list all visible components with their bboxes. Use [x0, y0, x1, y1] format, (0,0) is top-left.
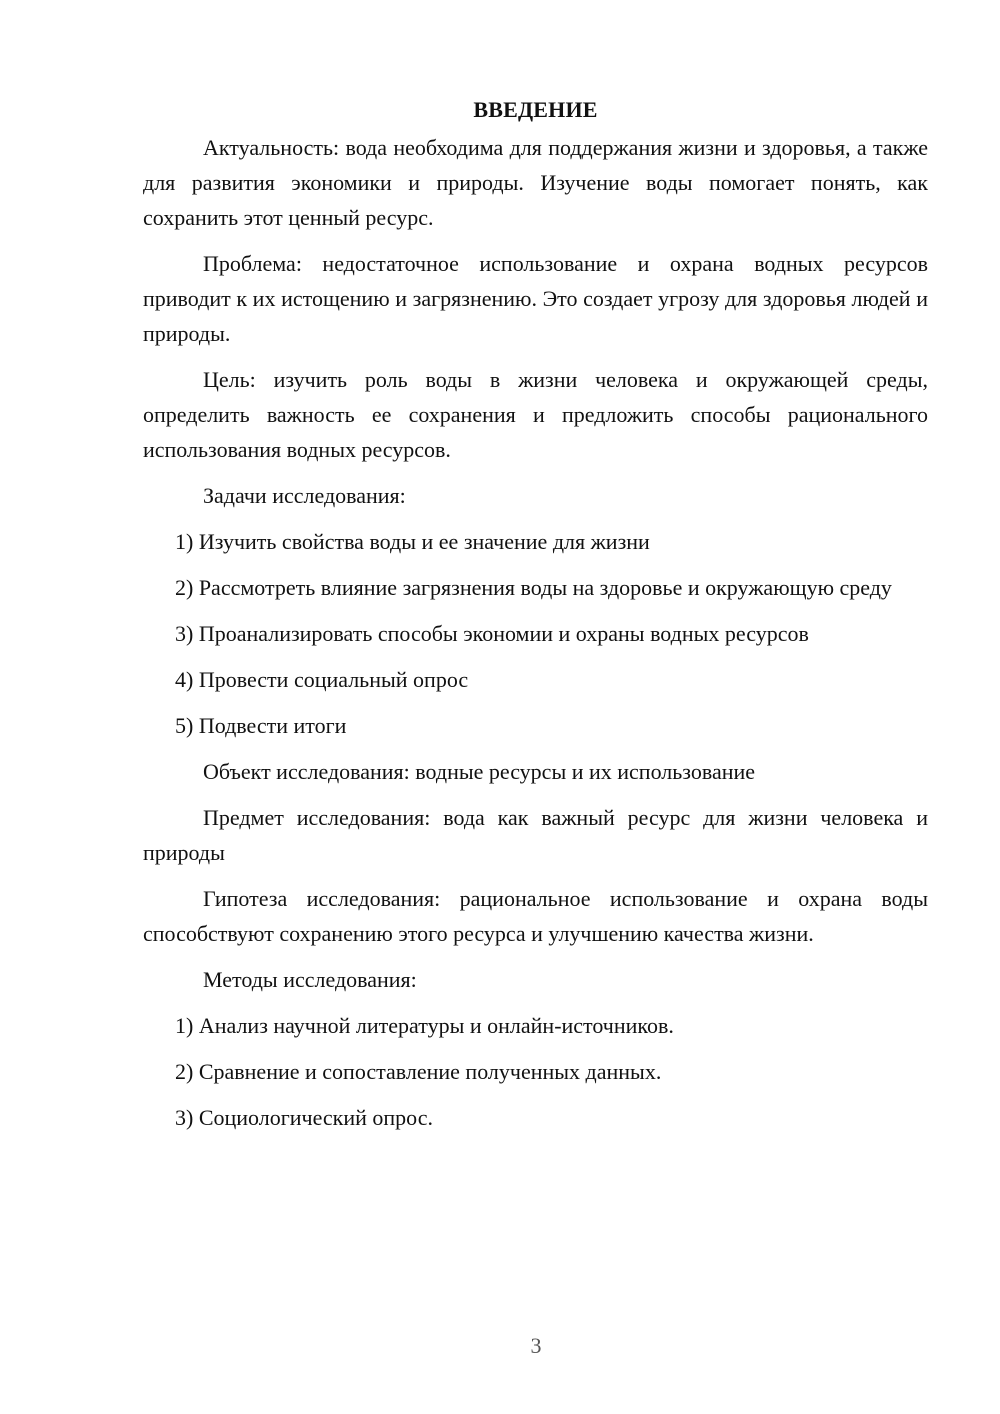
hypothesis-paragraph: Гипотеза исследования: рациональное использование и охрана воды способствуют сохранению этого ресурса и улучшению качества жизни.: [143, 886, 928, 946]
page-number: 3: [530, 1333, 542, 1358]
relevance-paragraph: Актуальность: вода необходима для поддержания жизни и здоровья, а также для развития экономики и природы. Изучение воды помогает понять, как сохранить этот ценный ресурс.: [143, 135, 928, 230]
method-item-3: 3) Социологический опрос.: [175, 1105, 433, 1130]
task-item-1: 1) Изучить свойства воды и ее значение для жизни: [175, 529, 650, 554]
method-item-1: 1) Анализ научной литературы и онлайн-источников.: [175, 1013, 674, 1038]
tasks-heading: Задачи исследования:: [203, 483, 406, 508]
object-paragraph: Объект исследования: водные ресурсы и их использование: [203, 759, 756, 784]
page-title: ВВЕДЕНИЕ: [473, 97, 598, 122]
subject-paragraph: Предмет исследования: вода как важный ресурс для жизни человека и природы: [143, 805, 928, 865]
task-item-4: 4) Провести социальный опрос: [175, 667, 469, 692]
task-item-3: 3) Проанализировать способы экономии и охраны водных ресурсов: [175, 621, 809, 646]
task-item-5: 5) Подвести итоги: [175, 713, 347, 738]
methods-heading: Методы исследования:: [203, 967, 417, 992]
task-item-2: 2) Рассмотреть влияние загрязнения воды на здоровье и окружающую среду: [175, 575, 892, 600]
problem-paragraph: Проблема: недостаточное использование и охрана водных ресурсов приводит к их истощению и загрязнению. Это создает угрозу для здоровья людей и природы.: [143, 251, 928, 346]
method-item-2: 2) Сравнение и сопоставление полученных данных.: [175, 1059, 662, 1084]
goal-paragraph: Цель: изучить роль воды в жизни человека и окружающей среды, определить важность ее сохранения и предложить способы рационального использования водных ресурсов.: [143, 367, 928, 462]
page-content: [143, 92, 928, 1146]
